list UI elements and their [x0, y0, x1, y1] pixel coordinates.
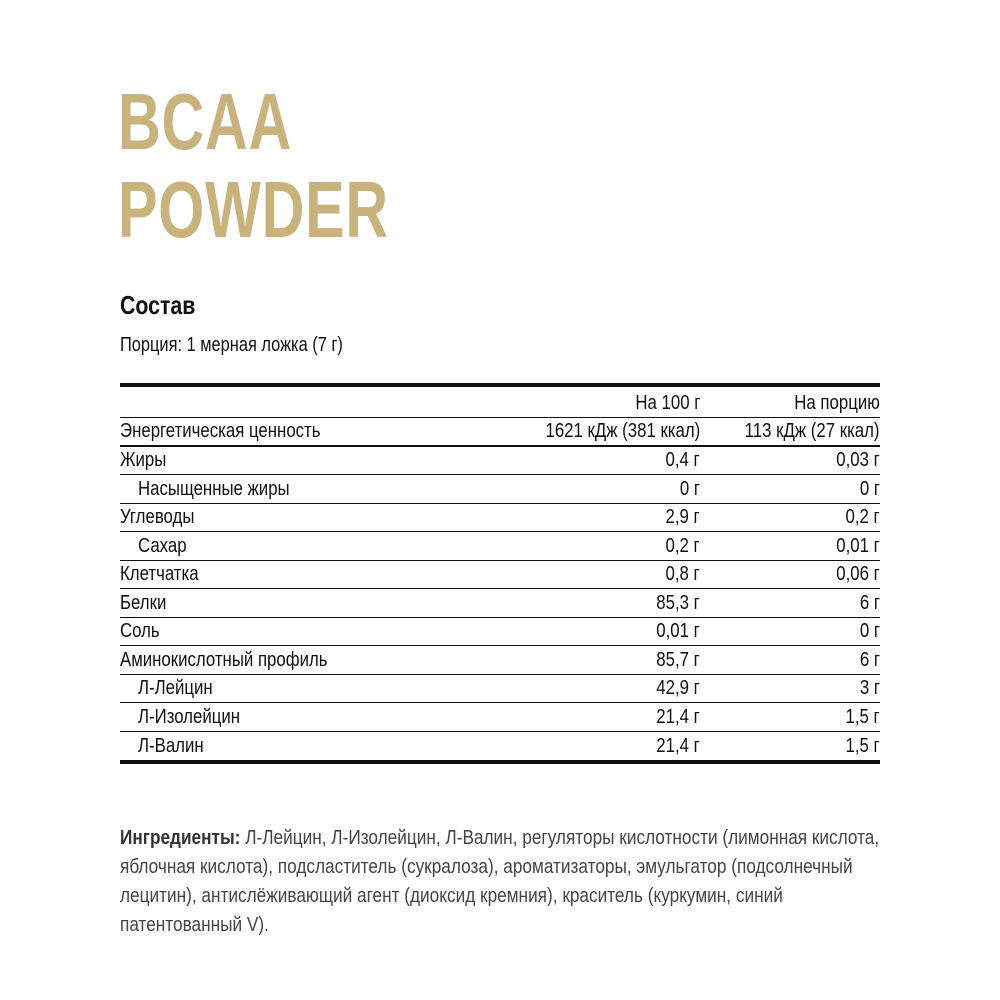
table-row — [120, 475, 880, 504]
value-per-serving: 0 г — [859, 620, 880, 642]
table-row — [120, 447, 880, 476]
ingredients-label: Ингредиенты: — [120, 826, 241, 849]
row-label: Л-Лейцин — [138, 677, 213, 699]
table-row — [120, 532, 880, 561]
table-row — [120, 732, 880, 761]
ingredients-text: Л-Лейцин, Л-Изолейцин, Л-Валин, регуляторы кислотности (лимонная кислота, яблочная кислота), подсластитель (сукралоза), ароматизаторы, эмульгатор (подсолнечный лецитин), антислёживающий агент (диоксид кремния), краситель (куркумин, синий патентованный V). — [120, 826, 880, 936]
product-title — [118, 78, 389, 254]
row-label: Насыщенные жиры — [138, 477, 290, 500]
value-per-100g: 2,9 г — [665, 506, 700, 528]
value-per-serving: 6 г — [859, 591, 880, 614]
composition-heading: Состав — [120, 290, 196, 320]
value-per-100g: 0,2 г — [665, 534, 700, 557]
value-per-serving: 1,5 г — [845, 735, 880, 757]
row-label: Л-Валин — [138, 735, 204, 757]
row-label: Энергетическая ценность — [120, 419, 321, 442]
value-per-100g: 1621 кДж (381 ккал) — [545, 419, 700, 442]
table-row — [120, 646, 880, 675]
value-per-serving: 0 г — [859, 477, 880, 500]
value-per-100g: 85,3 г — [656, 591, 700, 614]
value-per-serving: 0,03 г — [836, 449, 880, 471]
value-per-serving: 6 г — [859, 648, 880, 671]
row-label: Клетчатка — [120, 563, 199, 585]
product-title-line-1: BCAA — [118, 77, 292, 166]
value-per-serving: 0,01 г — [836, 534, 880, 557]
serving-size: Порция: 1 мерная ложка (7 г) — [120, 334, 343, 356]
row-label: Жиры — [120, 449, 167, 471]
value-per-100g: 0,4 г — [665, 449, 700, 471]
table-row — [120, 418, 880, 447]
value-per-serving: 3 г — [859, 677, 880, 699]
nutrition-table — [120, 383, 880, 764]
value-per-100g: 0,01 г — [656, 620, 700, 642]
table-row — [120, 618, 880, 647]
value-per-100g: 42,9 г — [656, 677, 700, 699]
product-title-line-2: POWDER — [118, 165, 389, 254]
row-label: Углеводы — [120, 506, 195, 528]
row-label: Сахар — [138, 534, 187, 557]
value-per-100g: 0 г — [679, 477, 700, 500]
value-per-100g: 85,7 г — [656, 648, 700, 671]
value-per-serving: 0,2 г — [845, 506, 880, 528]
table-row — [120, 504, 880, 533]
row-label: Л-Изолейцин — [138, 705, 241, 728]
column-header-per-100g: На 100 г — [635, 392, 700, 414]
table-row — [120, 589, 880, 618]
table-row — [120, 703, 880, 732]
row-label: Аминокислотный профиль — [120, 648, 328, 671]
table-row — [120, 675, 880, 704]
column-header-per-serving: На порцию — [794, 392, 880, 414]
value-per-serving: 0,06 г — [836, 563, 880, 585]
ingredients-paragraph — [120, 823, 880, 939]
value-per-serving: 113 кДж (27 ккал) — [745, 419, 880, 442]
row-label: Соль — [120, 620, 160, 642]
value-per-100g: 0,8 г — [665, 563, 700, 585]
row-label: Белки — [120, 591, 167, 614]
table-row — [120, 561, 880, 590]
value-per-100g: 21,4 г — [656, 735, 700, 757]
value-per-serving: 1,5 г — [845, 705, 880, 728]
table-header-row — [120, 387, 880, 418]
value-per-100g: 21,4 г — [656, 705, 700, 728]
